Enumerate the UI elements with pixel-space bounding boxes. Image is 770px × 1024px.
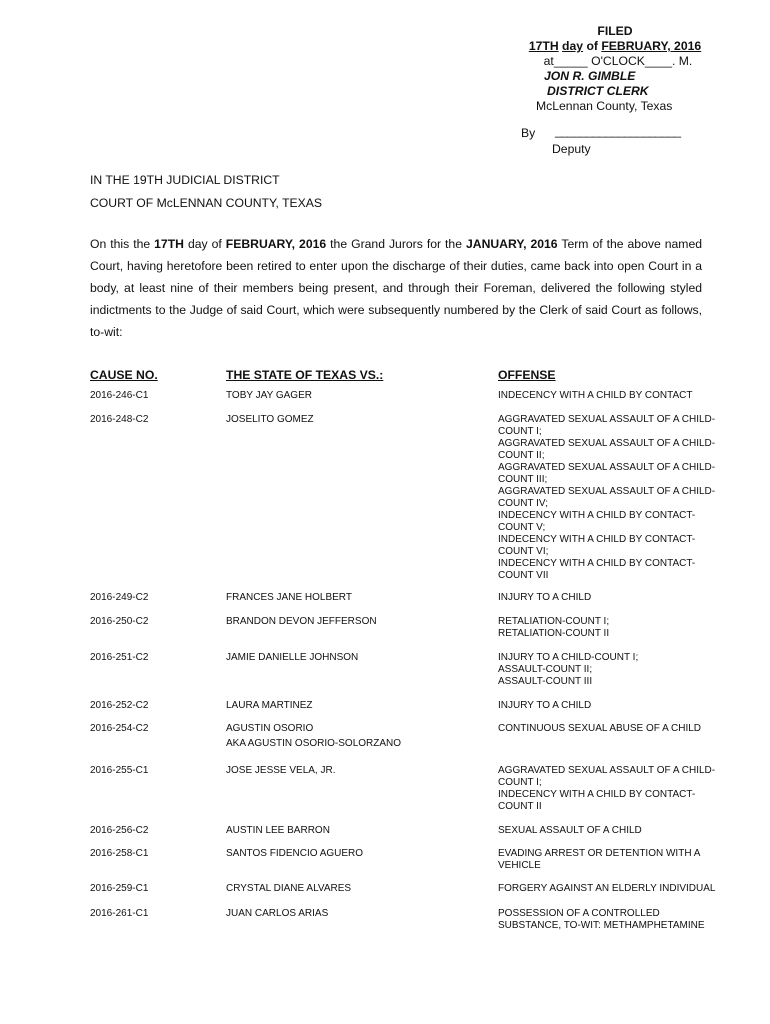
cause-number: 2016-248-C2	[90, 414, 149, 425]
defendant-cell	[226, 883, 486, 895]
cause-number: 2016-249-C2	[90, 592, 149, 603]
cause-number: 2016-246-C1	[90, 390, 149, 401]
court-line-2: COURT OF McLENNAN COUNTY, TEXAS	[90, 196, 323, 210]
offense-cell	[498, 414, 730, 582]
offense-line: SEXUAL ASSAULT OF A CHILD	[498, 825, 642, 836]
defendant-cell	[226, 616, 486, 628]
defendant-cell	[226, 825, 486, 837]
offense-line: COUNT II;	[498, 450, 545, 461]
defendant-name: JOSELITO GOMEZ	[226, 414, 314, 425]
offense-line: FORGERY AGAINST AN ELDERLY INDIVIDUAL	[498, 883, 716, 894]
offense-line: CONTINUOUS SEXUAL ABUSE OF A CHILD	[498, 723, 702, 734]
defendant-name: CRYSTAL DIANE ALVARES	[226, 883, 352, 894]
cause-number: 2016-252-C2	[90, 700, 149, 711]
offense-line: COUNT IV;	[498, 498, 549, 509]
offense-line: INDECENCY WITH A CHILD BY CONTACT	[498, 390, 693, 401]
offense-cell	[498, 592, 730, 604]
offense-line: AGGRAVATED SEXUAL ASSAULT OF A CHILD-	[498, 765, 716, 776]
filed-day-number: 17TH	[528, 39, 559, 53]
signature-line: ____________________	[555, 124, 681, 138]
defendant-cell	[226, 414, 486, 426]
defendant-name: BRANDON DEVON JEFFERSON	[226, 616, 377, 627]
county-name: McLennan County, Texas	[536, 99, 673, 113]
offense-cell	[498, 616, 730, 640]
offense-line: INDECENCY WITH A CHILD BY CONTACT-	[498, 510, 696, 521]
offense-cell	[498, 765, 730, 813]
defendant-name: TOBY JAY GAGER	[226, 390, 312, 401]
para-text-2: day of	[183, 237, 226, 251]
defendant-name: JOSE JESSE VELA, JR.	[226, 765, 336, 776]
filed-label: FILED	[597, 24, 633, 38]
offense-line: SUBSTANCE, TO-WIT: METHAMPHETAMINE	[498, 920, 705, 931]
cause-number: 2016-250-C2	[90, 616, 149, 627]
offense-cell	[498, 848, 730, 872]
para-month: FEBRUARY, 2016	[225, 237, 327, 251]
defendant-name: JUAN CARLOS ARIAS	[226, 908, 329, 919]
para-term: JANUARY, 2016	[465, 237, 558, 251]
offense-line: VEHICLE	[498, 860, 541, 871]
defendant-name: AUSTIN LEE BARRON	[226, 825, 330, 836]
by-label: By	[521, 126, 536, 140]
defendant-name: SANTOS FIDENCIO AGUERO	[226, 848, 364, 859]
clerk-name: JON R. GIMBLE	[544, 69, 636, 83]
offense-cell	[498, 908, 730, 932]
defendant-cell	[226, 652, 486, 664]
court-line-1: IN THE 19TH JUDICIAL DISTRICT	[90, 173, 280, 187]
filed-month-year: FEBRUARY, 2016	[601, 39, 702, 53]
offense-line: COUNT I;	[498, 426, 542, 437]
header-cause-no: CAUSE NO.	[90, 368, 158, 382]
offense-cell	[498, 390, 730, 402]
offense-line: AGGRAVATED SEXUAL ASSAULT OF A CHILD-	[498, 486, 716, 497]
defendant-cell	[226, 723, 486, 750]
defendant-name: JAMIE DANIELLE JOHNSON	[226, 652, 359, 663]
defendant-cell	[226, 592, 486, 604]
defendant-name: LAURA MARTINEZ	[226, 700, 313, 711]
filed-stamp	[500, 24, 730, 114]
filed-time-line: at_____ O'CLOCK____. M.	[543, 54, 693, 68]
offense-cell	[498, 825, 730, 837]
offense-line: AGGRAVATED SEXUAL ASSAULT OF A CHILD-	[498, 438, 716, 449]
offense-line: RETALIATION-COUNT I;	[498, 616, 610, 627]
offense-line: INDECENCY WITH A CHILD BY CONTACT-	[498, 789, 696, 800]
cause-number: 2016-259-C1	[90, 883, 149, 894]
offense-line: COUNT VII	[498, 570, 549, 581]
defendant-cell	[226, 390, 486, 402]
offense-line: COUNT VI;	[498, 546, 549, 557]
defendant-name: AGUSTIN OSORIO	[226, 723, 314, 734]
offense-line: COUNT V;	[498, 522, 546, 533]
cause-number: 2016-254-C2	[90, 723, 149, 734]
cause-number: 2016-251-C2	[90, 652, 149, 663]
para-text-1: On this the	[90, 237, 155, 251]
offense-line: ASSAULT-COUNT III	[498, 676, 593, 687]
para-text-4: Term of the above named Court, having heretofore been retired to enter upon the discharge of their duties, came back into open Court in a body, at least nine of their members being present, and through their Foreman, delivered the following styled indictments to the Judge of said Court, which were subsequently numbered by the Clerk of said Court as follows, to-wit:	[90, 237, 702, 339]
cause-number: 2016-261-C1	[90, 908, 149, 919]
offense-line: EVADING ARREST OR DETENTION WITH A	[498, 848, 701, 859]
offense-line: INDECENCY WITH A CHILD BY CONTACT-	[498, 558, 696, 569]
deputy-label: Deputy	[552, 142, 591, 156]
header-offense: OFFENSE	[498, 368, 556, 382]
filed-date	[500, 39, 730, 54]
offense-cell	[498, 652, 730, 688]
clerk-title: DISTRICT CLERK	[547, 84, 649, 98]
offense-line: RETALIATION-COUNT II	[498, 628, 610, 639]
offense-cell	[498, 700, 730, 712]
cause-number: 2016-256-C2	[90, 825, 149, 836]
court-heading	[90, 169, 322, 215]
offense-line: POSSESSION OF A CONTROLLED	[498, 908, 660, 919]
cause-number: 2016-258-C1	[90, 848, 149, 859]
para-day: 17TH	[154, 237, 184, 251]
offense-line: INJURY TO A CHILD-COUNT I;	[498, 652, 639, 663]
offense-cell	[498, 883, 730, 895]
filed-day-word: day	[562, 39, 584, 53]
header-state-vs: THE STATE OF TEXAS VS.:	[226, 368, 384, 382]
offense-line: INJURY TO A CHILD	[498, 592, 592, 603]
offense-cell	[498, 723, 730, 735]
indictment-paragraph	[90, 233, 702, 343]
offense-line: COUNT I;	[498, 777, 542, 788]
defendant-cell	[226, 700, 486, 712]
defendant-alias: AKA AGUSTIN OSORIO-SOLORZANO	[226, 738, 402, 749]
offense-line: COUNT II	[498, 801, 542, 812]
offense-line: COUNT III;	[498, 474, 548, 485]
defendant-cell	[226, 908, 486, 920]
offense-line: INDECENCY WITH A CHILD BY CONTACT-	[498, 534, 696, 545]
para-text-3: the Grand Jurors for the	[326, 237, 466, 251]
defendant-name: FRANCES JANE HOLBERT	[226, 592, 352, 603]
offense-line: INJURY TO A CHILD	[498, 700, 592, 711]
offense-line: AGGRAVATED SEXUAL ASSAULT OF A CHILD-	[498, 462, 716, 473]
defendant-cell	[226, 848, 486, 860]
offense-line: AGGRAVATED SEXUAL ASSAULT OF A CHILD-	[498, 414, 716, 425]
filed-of: of	[586, 39, 598, 53]
offense-line: ASSAULT-COUNT II;	[498, 664, 593, 675]
defendant-cell	[226, 765, 486, 777]
cause-number: 2016-255-C1	[90, 765, 149, 776]
